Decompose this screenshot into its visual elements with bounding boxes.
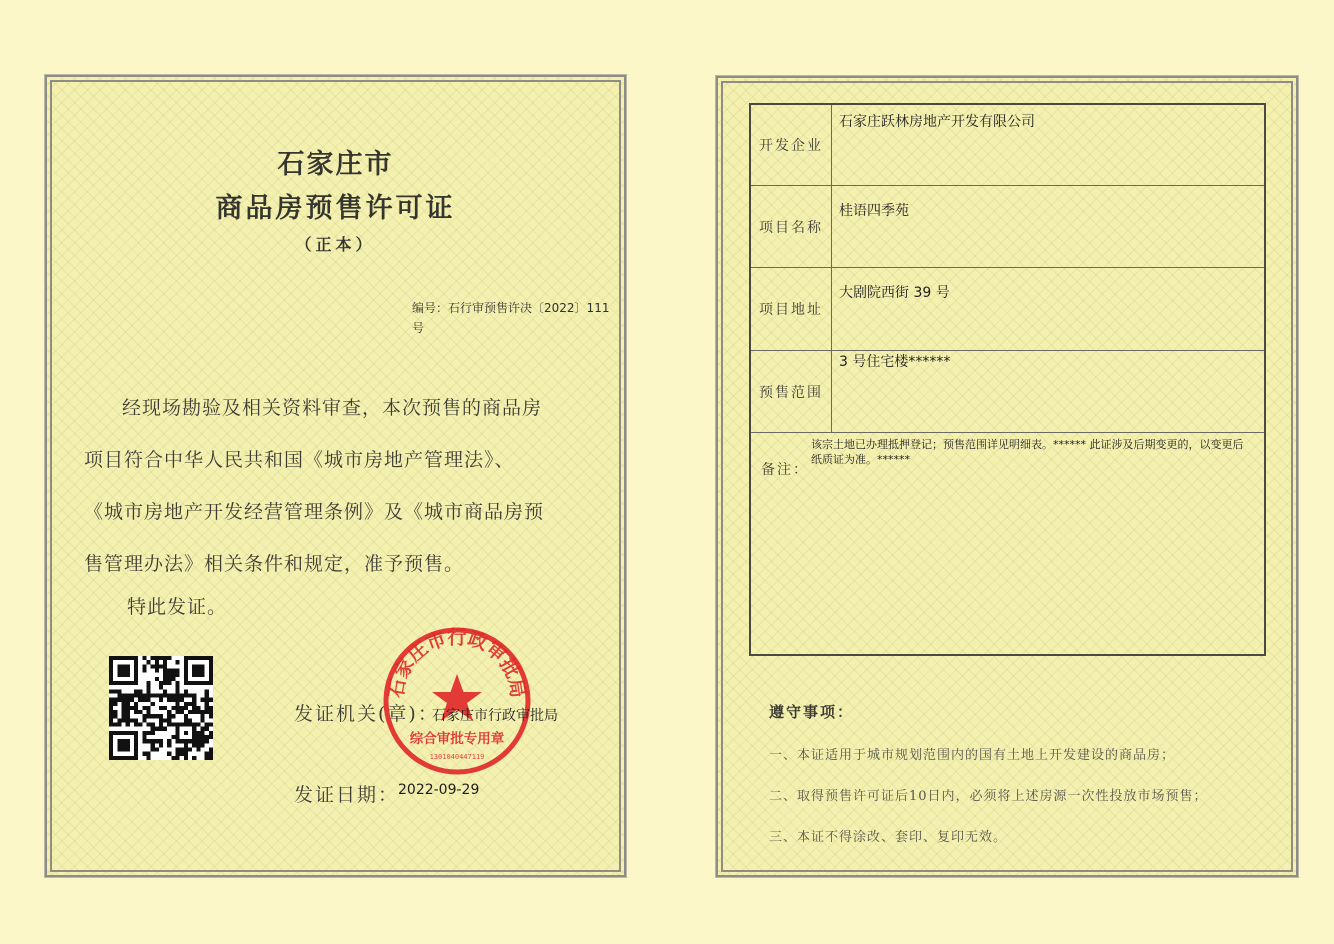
- presale-scope-label: 预售范围: [751, 351, 832, 432]
- remarks-value: 该宗土地已办理抵押登记；预售范围详见明细表。****** 此证涉及后期变更的，以变更后纸质证为准。******: [811, 438, 1244, 466]
- serial-label: 编号：: [412, 301, 449, 315]
- seal-bottom-text: 综合审批专用章: [409, 731, 505, 747]
- body-line-2: 项目符合中华人民共和国《城市房地产管理法》、: [84, 449, 515, 471]
- issuer-label: 发证机关(章)：: [294, 703, 439, 725]
- body-line-1: 经现场勘验及相关资料审查，本次预售的商品房: [122, 397, 543, 419]
- certificate-title: 商品房预售许可证: [215, 193, 456, 224]
- project-name-value: 桂语四季苑: [839, 203, 909, 219]
- serial-number: [412, 298, 612, 338]
- developer-value: 石家庄跃林房地产开发有限公司: [839, 114, 1035, 130]
- developer-label: 开发企业: [751, 105, 832, 185]
- official-seal: [382, 626, 532, 776]
- closing-text: 特此发证。: [127, 596, 228, 618]
- certificate-city: 石家庄市: [277, 149, 394, 180]
- project-address-value: 大剧院西街 39 号: [839, 285, 950, 301]
- table-row: [751, 105, 1264, 186]
- remarks-label: 备注：: [761, 462, 809, 478]
- table-row: [751, 351, 1264, 433]
- table-row: [751, 268, 1264, 351]
- seal-number: 1301040447119: [429, 753, 485, 761]
- issuer-value: 石家庄市行政审批局: [432, 708, 558, 724]
- note-item: 一、本证适用于城市规划范围内的国有土地上开发建设的商品房；: [769, 748, 1176, 763]
- qr-code-icon[interactable]: [109, 656, 213, 760]
- project-address-label: 项目地址: [751, 268, 832, 350]
- certificate-body: [84, 382, 576, 590]
- project-name-label: 项目名称: [751, 186, 832, 267]
- notes-title: 遵守事项：: [769, 703, 855, 721]
- serial-value: 石行审预售许决〔2022〕111 号: [412, 301, 610, 335]
- body-line-4: 售管理办法》相关条件和规定，准予预售。: [84, 553, 465, 575]
- seal-arc-text: 石家庄市行政审批局: [385, 626, 529, 700]
- body-line-3: 《城市房地产开发经营管理条例》及《城市商品房预: [84, 501, 545, 523]
- issue-date-label: 发证日期：: [294, 784, 400, 806]
- certificate-front-page: [45, 75, 626, 877]
- certificate-copy-type: （正本）: [295, 235, 376, 254]
- presale-scope-value: 3 号住宅楼******: [839, 354, 951, 370]
- note-item: 二、取得预售许可证后10日内，必须将上述房源一次性投放市场预售；: [769, 789, 1208, 804]
- details-table: [749, 103, 1266, 656]
- table-row: [751, 186, 1264, 268]
- note-item: 三、本证不得涂改、套印、复印无效。: [769, 830, 1008, 845]
- certificate-details-page: [716, 76, 1298, 877]
- issue-date-value: 2022-09-29: [398, 782, 480, 798]
